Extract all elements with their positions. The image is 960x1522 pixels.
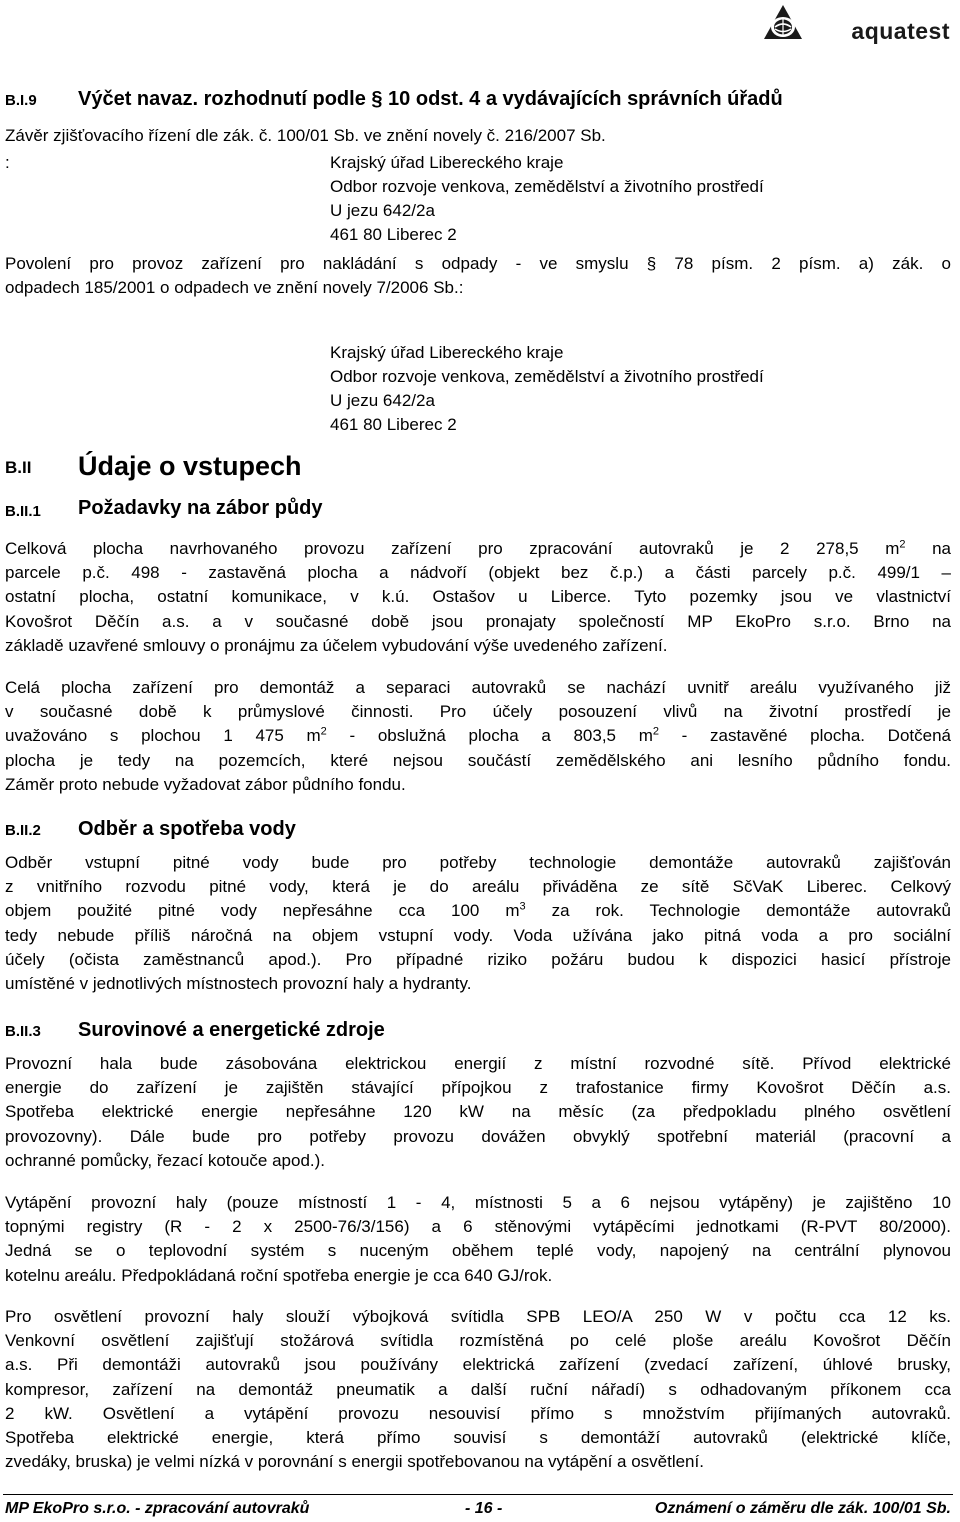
- text-line: kotelnu areálu. Předpokládaná roční spotřeba energie je cca 640 GJ/rok.: [5, 1265, 553, 1285]
- address-line: U jezu 642/2a: [330, 391, 435, 410]
- paragraph: [5, 1191, 951, 1288]
- text-line: v současné době k průmyslové činnosti. Pro účely posouzení vlivů na životní prostředí je: [5, 702, 951, 722]
- text-line: energie do zařízení je zajištěn stávající přípojkou z trafostanice firmy Kovošrot Děčín a.s.: [5, 1078, 951, 1098]
- paragraph: [5, 851, 951, 996]
- paragraph: [5, 537, 951, 658]
- section-heading: Odběr a spotřeba vody: [78, 818, 296, 840]
- text-line: Spotřeba elektrické energie, která přímo souvisí s demontáží autovraků (elektrické klíče,: [5, 1428, 951, 1448]
- text-line: Záměr proto nebude vyžadovat zábor půdního fondu.: [5, 774, 406, 794]
- text-line: Spotřeba elektrické energie nepřesáhne 120 kW na měsíc (za předpokladu plného osvětlení: [5, 1102, 951, 1122]
- text-line: 2 kW. Osvětlení a vytápění provozu nesouvisí přímo s množstvím přijímaných autovraků.: [5, 1403, 951, 1423]
- text-line: Jedná se o teplovodní systém s nuceným oběhem teplé vody, napojený na centrální plynovou: [5, 1241, 951, 1261]
- address-line: Odbor rozvoje venkova, zemědělství a životního prostředí: [330, 177, 764, 196]
- text-line: provozovny). Dále bude pro potřeby provozu dovážen obvyklý spotřební materiál (pracovní a: [5, 1126, 951, 1146]
- section-number: B.II: [5, 458, 32, 477]
- address-line: 461 80 Liberec 2: [330, 225, 457, 244]
- text-line: Celá plocha zařízení pro demontáž a separaci autovraků se nachází uvnitř areálu využívaného již: [5, 678, 951, 697]
- address-line: Odbor rozvoje venkova, zemědělství a životního prostředí: [330, 367, 764, 386]
- logo-wordmark: aquatest: [851, 18, 950, 44]
- section-number: B.II.3: [5, 1023, 41, 1040]
- footer-divider: [3, 1494, 953, 1495]
- company-logo: [756, 0, 956, 46]
- text-line: Venkovní osvětlení zajišťují stožárová svítidla rozmístěná po celé ploše areálu Kovošrot Děčín: [5, 1331, 951, 1351]
- authority-address-1: [330, 151, 764, 247]
- text-line: Pro osvětlení provozní haly slouží výbojková svítidla SPB LEO/A 250 W v počtu cca 12 ks.: [5, 1307, 951, 1326]
- text-line: Povolení pro provoz zařízení pro nakládání s odpady - ve smyslu § 78 písm. 2 písm. a) zák. o: [5, 254, 951, 273]
- section-heading: Výčet navaz. rozhodnutí podle § 10 odst. 4 a vydávajících správních úřadů: [78, 88, 783, 110]
- text-line: topnými registry (R - 2 x 2500-76/3/156) a 6 stěnovými vytápěcími jednotkami (R-PVT 80/2000).: [5, 1217, 951, 1237]
- section-heading: Údaje o vstupech: [78, 451, 302, 481]
- text-line: a.s. Při demontáži autovraků jsou používány elektrická zařízení (zvedací zařízení, úhlové brusky,: [5, 1355, 951, 1375]
- text-line: Vytápění provozní haly (pouze místností 1 - 4, místnosti 5 a 6 nejsou vytápěny) je zajištěno 10: [5, 1193, 951, 1212]
- paragraph: [5, 1052, 951, 1173]
- page-number: - 16 -: [465, 1500, 503, 1517]
- section-number: B.I.9: [5, 92, 37, 109]
- permit-paragraph: [5, 252, 951, 300]
- text-line: umístěné v jednotlivých místnostech provozní haly a hydranty.: [5, 974, 472, 994]
- text-line: z vnitřního rozvodu pitné vody, která je do areálu přiváděna ze sítě SčVaK Liberec. Celkový: [5, 877, 951, 897]
- text-line: plocha je tedy na pozemcích, které nejsou součástí zemědělského ani lesního půdního fondu.: [5, 750, 951, 770]
- text-line: Odběr vstupní pitné vody bude pro potřeby technologie demontáže autovraků zajišťován: [5, 853, 951, 872]
- address-line: Krajský úřad Libereckého kraje: [330, 343, 564, 362]
- address-line: U jezu 642/2a: [330, 201, 435, 220]
- address-line: Krajský úřad Libereckého kraje: [330, 153, 564, 172]
- section-heading: Surovinové a energetické zdroje: [78, 1019, 385, 1041]
- text-line: parcele p.č. 498 - zastavěná plocha a nádvoří (objekt bez č.p.) a části parcely p.č. 499/1 –: [5, 563, 951, 583]
- section-number: B.II.1: [5, 503, 41, 520]
- text-line: odpadech 185/2001 o odpadech ve znění novely 7/2006 Sb.:: [5, 278, 464, 298]
- footer-right: Oznámení o záměru dle zák. 100/01 Sb.: [654, 1500, 951, 1517]
- text-line: základě uzavřené smlouvy o pronájmu za účelem vybudování výše uvedeného zařízení.: [5, 635, 668, 655]
- section-number: B.II.2: [5, 822, 41, 839]
- text-line: účely (očista zaměstnanců apod.). Pro případné riziko požáru budou k dispozici hasicí přístroje: [5, 949, 951, 969]
- text-line: uvažováno s plochou 1 475 $m^2$ - obslužná plocha a 803,5 $m^2$ - zastavěné plocha. Dotčená: [5, 725, 952, 746]
- text-line: tedy nebude příliš náročná na objem vstupní vody. Voda užívána jako pitná voda a pro sociální: [5, 925, 951, 945]
- paragraph: [5, 676, 951, 797]
- footer-left: MP EkoPro s.r.o. - zpracování autovraků: [5, 1500, 310, 1517]
- text-line: Celková plocha navrhovaného provozu zařízení pro zpracování autovraků je 2 278,5 $m^2$ na: [5, 538, 951, 558]
- paragraph: [5, 1305, 951, 1474]
- authority-address-2: [330, 341, 764, 437]
- text-line: Provozní hala bude zásobována elektrickou energií z místní rozvodné sítě. Přívod elektrické: [5, 1054, 951, 1073]
- section-heading: Požadavky na zábor půdy: [78, 497, 323, 519]
- text-line: ochranné pomůcky, řezací kotouče apod.).: [5, 1150, 326, 1170]
- address-line: 461 80 Liberec 2: [330, 415, 457, 434]
- colon-label: :: [5, 153, 10, 172]
- text-line: objem použité pitné vody nepřesáhne cca 100 $m^3$ za rok. Technologie demontáže autovraků: [5, 900, 952, 921]
- text-line: kompresor, zařízení na demontáž pneumatik a další ruční nářadí) s odhadovaným příkonem cca: [5, 1379, 951, 1399]
- text-line: Kovošrot Děčín a.s. a v současné době jsou pronajaty společností MP EkoPro s.r.o. Brno na: [5, 611, 951, 631]
- text-line: zvedáky, bruska) je velmi nízká v porovnání s energii spotřebovanou na vytápění a osvětlení.: [5, 1452, 704, 1472]
- text-line: ostatní plocha, ostatní komunikace, v k.ú. Ostašov u Liberce. Tyto pozemky jsou ve vlastnictví: [5, 587, 951, 607]
- text-line: Závěr zjišťovacího řízení dle zák. č. 100/01 Sb. ve znění novely č. 216/2007 Sb.: [5, 126, 606, 145]
- globe-logo-icon: [762, 3, 804, 43]
